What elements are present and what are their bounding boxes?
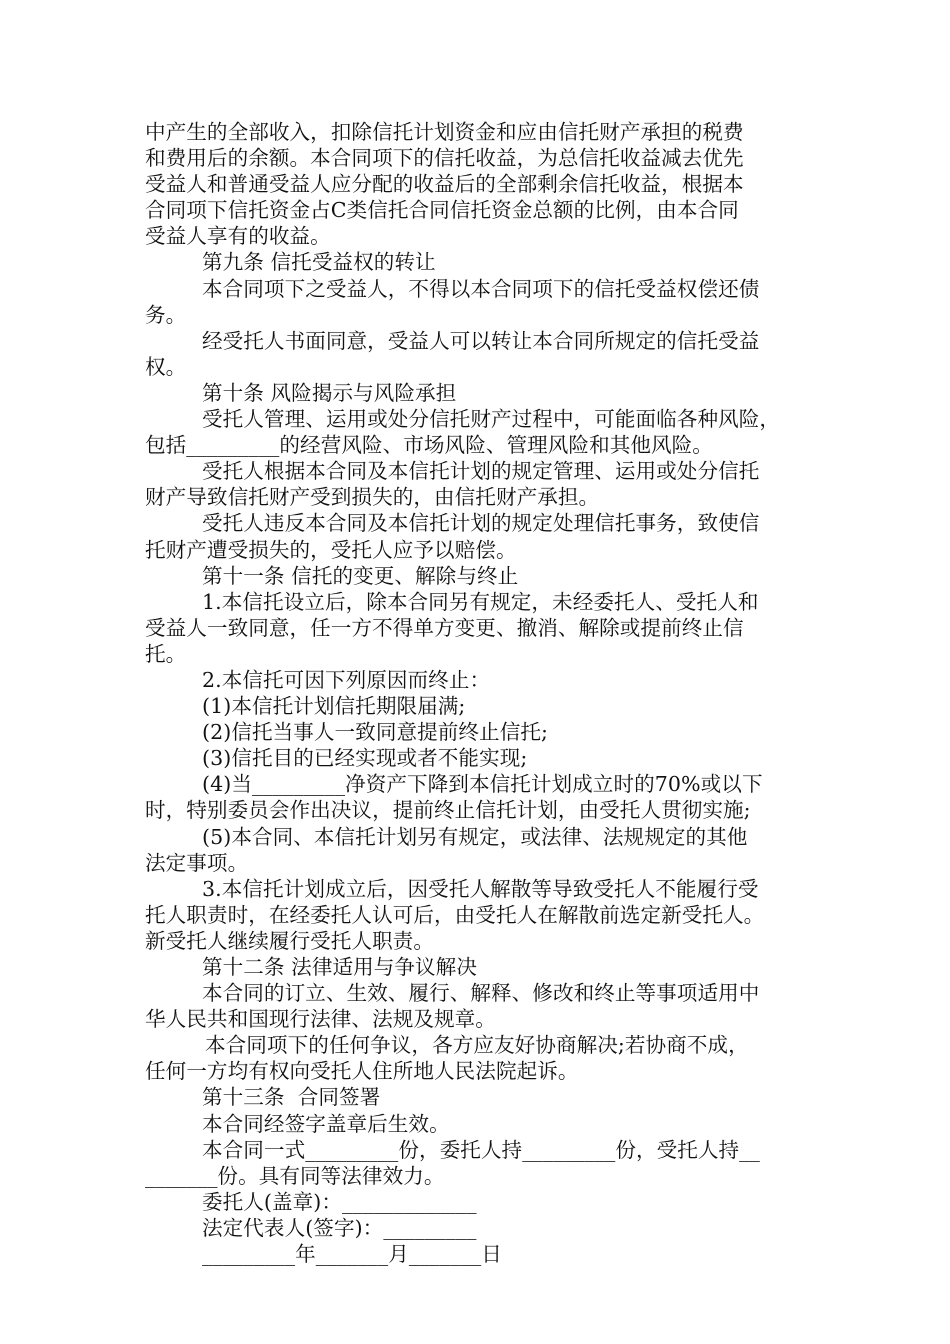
text-line: 本合同项下之受益人，不得以本合同项下的信托受益权偿还债 — [202, 276, 760, 301]
text-line: 受益人一致同意，任一方不得单方变更、撤消、解除或提前终止信 — [145, 615, 744, 640]
text-line: 托。 — [145, 641, 187, 666]
text-line: 受托人根据本合同及本信托计划的规定管理、运用或处分信托 — [202, 459, 760, 484]
text-line: 经受托人书面同意，受益人可以转让本合同所规定的信托受益 — [202, 328, 760, 353]
text-line: 包括_________的经营风险、市场风险、管理风险和其他风险。 — [145, 433, 713, 458]
text-line: 和费用后的余额。本合同项下的信托收益，为总信托收益减去优先 — [145, 146, 744, 171]
text-line: 本合同一式_________份，委托人持_________份，受托人持__ — [202, 1137, 760, 1162]
text-line: 托财产遭受损失的，受托人应予以赔偿。 — [145, 537, 517, 562]
text-line: 受益人享有的收益。 — [145, 224, 331, 249]
text-line: (1)本信托计划信托期限届满; — [202, 694, 466, 719]
text-line: 委托人(盖章)：_____________ — [202, 1189, 477, 1214]
text-line: 本合同项下的任何争议，各方应友好协商解决;若协商不成， — [205, 1033, 749, 1058]
text-line: 2.本信托可因下列原因而终止： — [202, 667, 491, 692]
text-line: 第十条 风险揭示与风险承担 — [202, 380, 457, 405]
text-line: 受托人管理、运用或处分信托财产过程中，可能面临各种风险， — [202, 407, 781, 432]
text-line: 新受托人继续履行受托人职责。 — [145, 928, 435, 953]
text-line: 务。 — [145, 302, 187, 327]
text-line: 合同项下信托资金占C类信托合同信托资金总额的比例，由本合同 — [145, 198, 739, 223]
text-line: 华人民共和国现行法律、法规及规章。 — [145, 1007, 496, 1032]
text-line: (4)当_________净资产下降到本信托计划成立时的70%或以下 — [202, 772, 763, 797]
text-line: 权。 — [145, 354, 187, 379]
text-line: 1.本信托设立后，除本合同另有规定，未经委托人、受托人和 — [202, 589, 759, 614]
text-line: 第十一条 信托的变更、解除与终止 — [202, 563, 519, 588]
document-body — [145, 119, 813, 1267]
text-line: 托人职责时，在经委托人认可后，由受托人在解散前选定新受托人。 — [145, 902, 765, 927]
text-line: 法定事项。 — [145, 850, 249, 875]
text-line: _______份。具有同等法律效力。 — [145, 1163, 445, 1188]
text-line: 中产生的全部收入，扣除信托计划资金和应由信托财产承担的税费 — [145, 120, 744, 144]
text-line: (5)本合同、本信托计划另有规定，或法律、法规规定的其他 — [202, 824, 748, 849]
text-line: _________年_______月_______日 — [202, 1242, 502, 1267]
text-line: 时，特别委员会作出决议，提前终止信托计划，由受托人贯彻实施; — [145, 798, 751, 823]
text-line: 第十二条 法律适用与争议解决 — [202, 955, 477, 979]
text-line: 受益人和普通受益人应分配的收益后的全部剩余信托收益，根据本 — [145, 172, 744, 197]
text-line: 受托人违反本合同及本信托计划的规定处理信托事务，致使信 — [202, 511, 760, 536]
text-line: (2)信托当事人一致同意提前终止信托; — [202, 720, 548, 745]
text-line: 第十三条 合同签署 — [202, 1085, 381, 1110]
text-line: 本合同经签字盖章后生效。 — [202, 1111, 450, 1136]
text-line: 第九条 信托受益权的转让 — [202, 250, 436, 275]
text-line: 财产导致信托财产受到损失的，由信托财产承担。 — [145, 485, 600, 510]
text-line: 本合同的订立、生效、履行、解释、修改和终止等事项适用中 — [202, 981, 760, 1006]
text-line: 任何一方均有权向受托人住所地人民法院起诉。 — [145, 1059, 579, 1084]
text-line: (3)信托目的已经实现或者不能实现; — [202, 746, 528, 771]
text-line: 法定代表人(签字)：_________ — [202, 1215, 477, 1240]
text-line: 3.本信托计划成立后，因受托人解散等导致受托人不能履行受 — [202, 876, 759, 901]
